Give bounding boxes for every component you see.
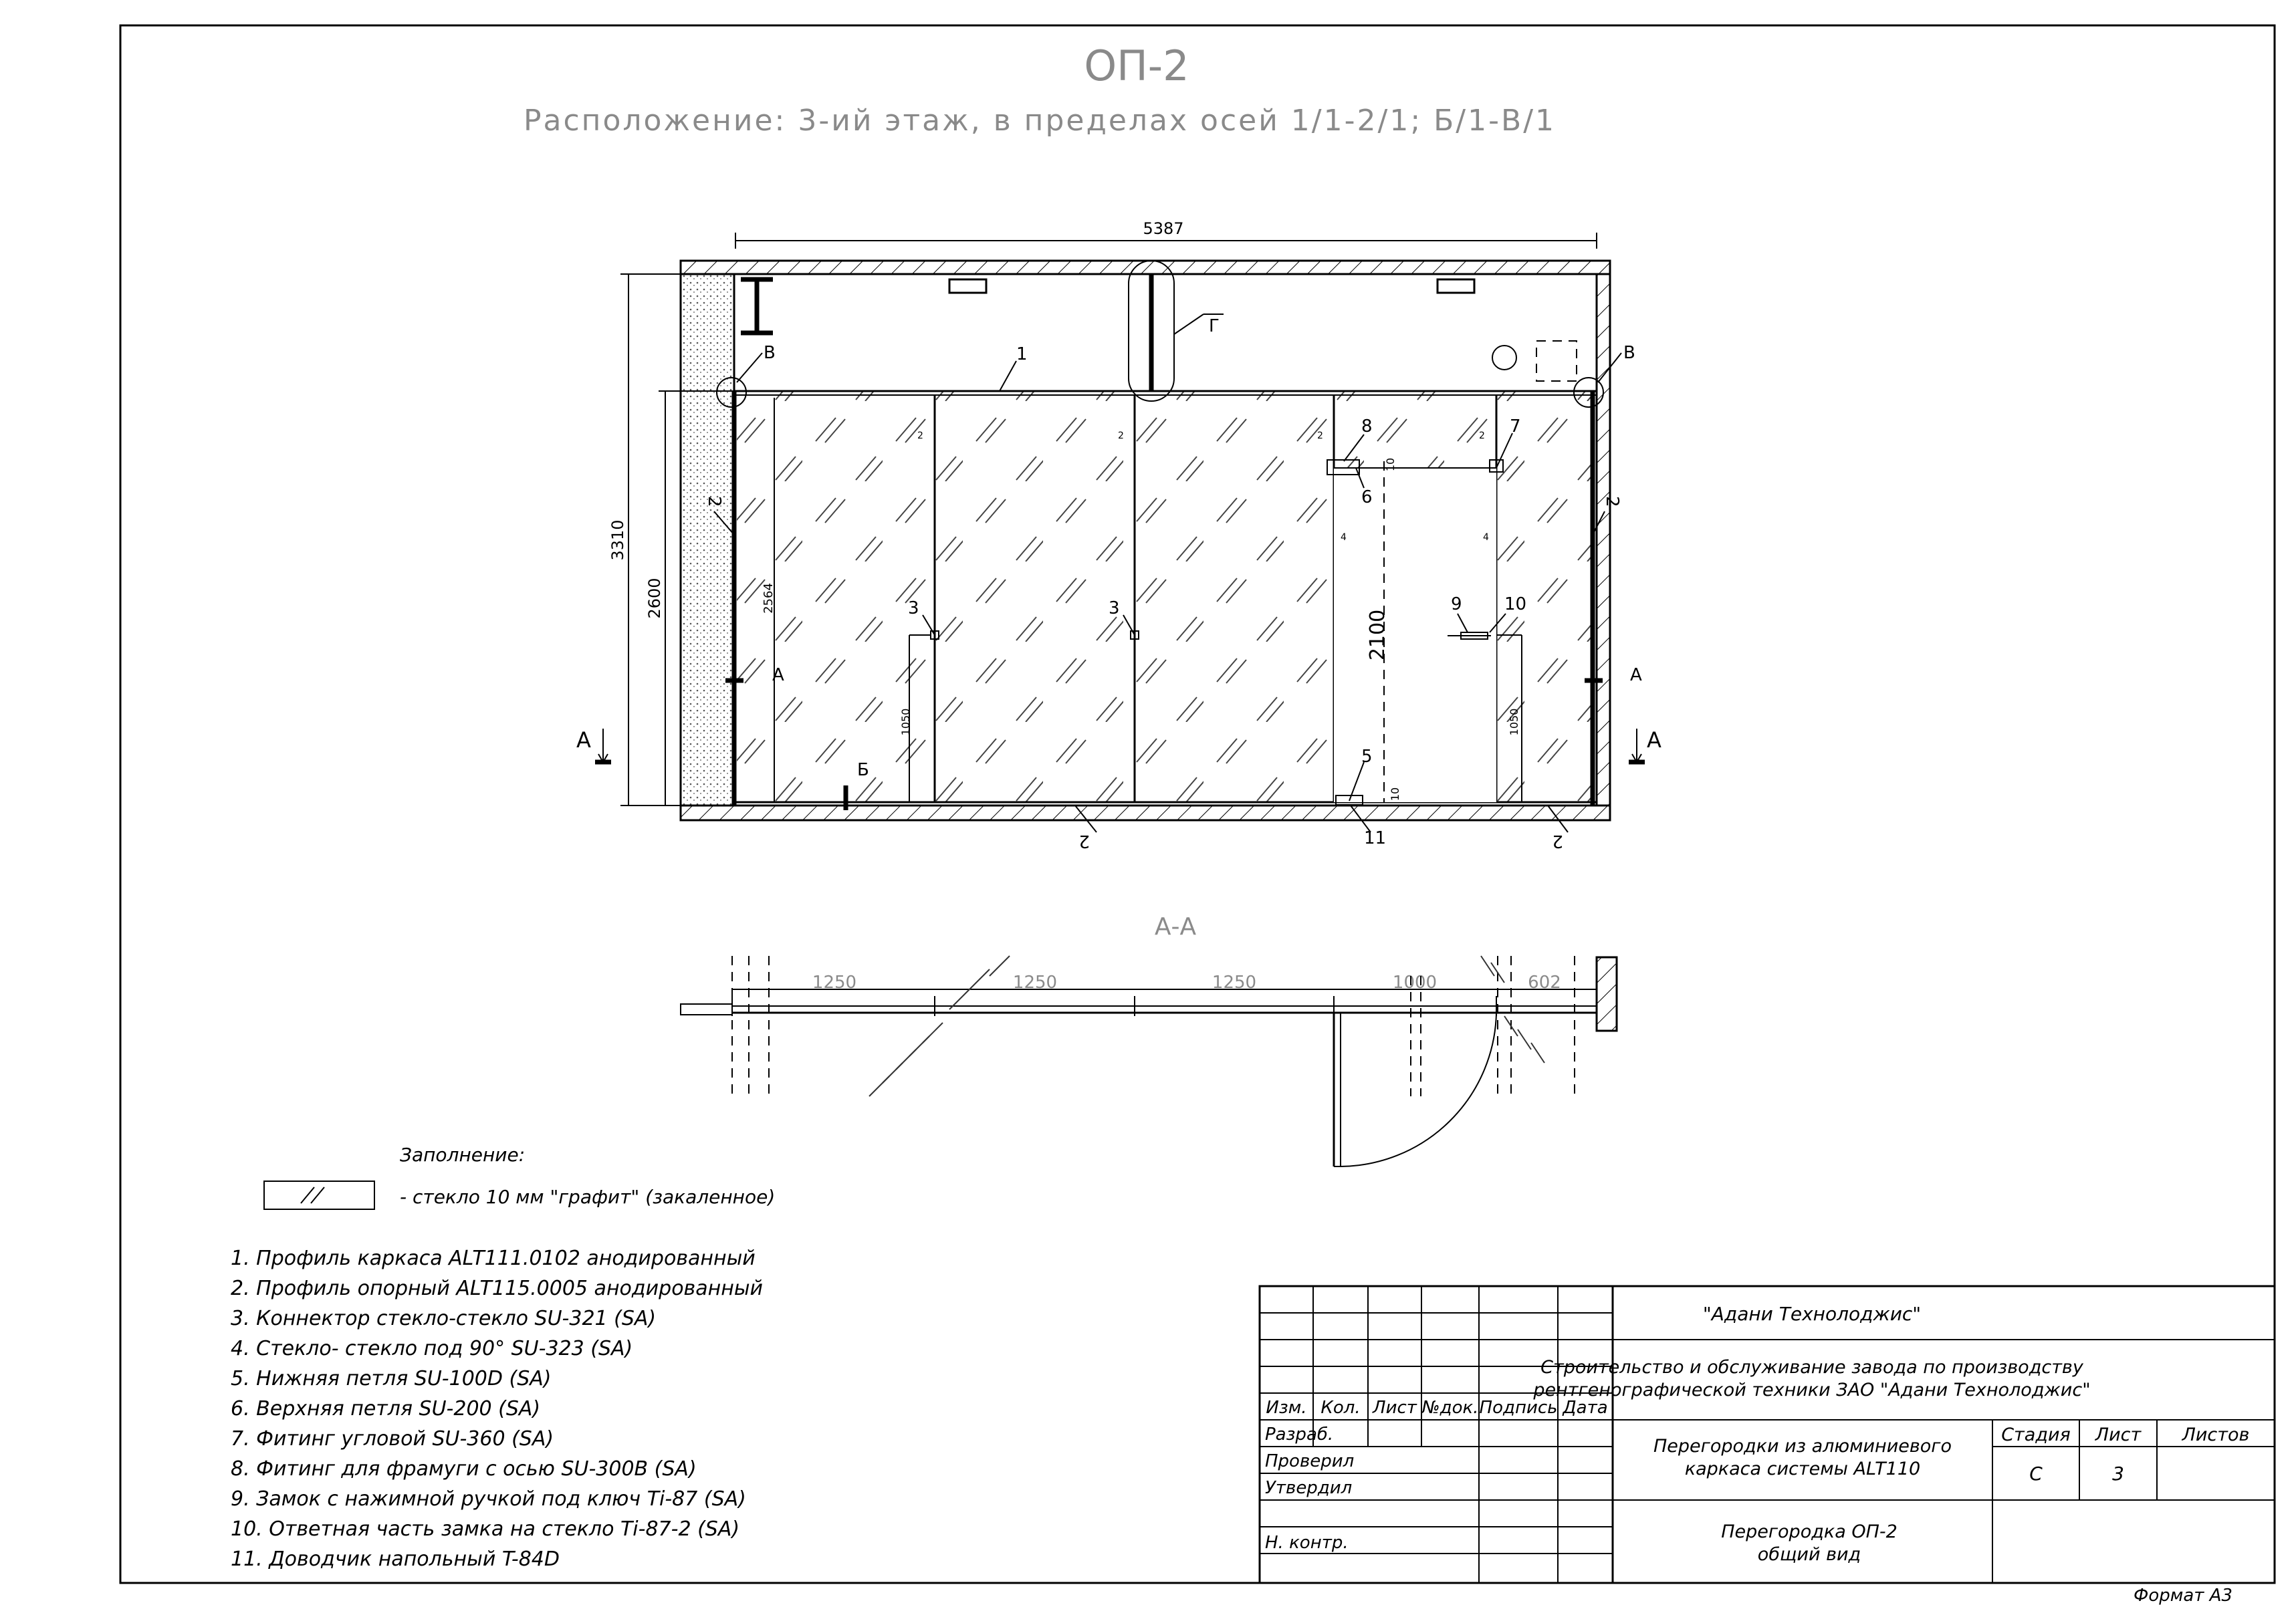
item-6: 6. Верхняя петля SU-200 (SA): [231, 1397, 541, 1420]
dim-width: 5387: [1143, 219, 1184, 238]
section-arrow-right: А: [1647, 727, 1661, 753]
node-g-label: Г: [1209, 316, 1220, 336]
section-dim-5: 602: [1528, 973, 1561, 993]
mark-2-c: 2: [1317, 430, 1323, 441]
callout-4a: 4: [1341, 532, 1347, 543]
item-5: 5. Нижняя петля SU-100D (SA): [231, 1367, 552, 1390]
section-dim-2: 1250: [1012, 973, 1058, 993]
legend-title: Заполнение:: [400, 1144, 526, 1166]
callout-3a: 3: [908, 598, 919, 618]
items-list: [231, 1247, 763, 1571]
dim-height-total: 3310: [608, 519, 627, 561]
bottom-wall: [681, 806, 1610, 820]
item-1: 1. Профиль каркаса ALT111.0102 анодированный: [231, 1247, 756, 1270]
section-dim-1: 1250: [812, 973, 857, 993]
drawing-title: ОП-2: [1084, 41, 1189, 90]
tb-header-list: Лист: [1373, 1398, 1417, 1418]
callout-8: 8: [1361, 416, 1373, 437]
section-title: А-А: [1154, 913, 1197, 941]
callout-2-bottom-left: 2: [1078, 831, 1090, 851]
callout-2-bottom-right: 2: [1552, 831, 1563, 851]
section-view: [681, 913, 1617, 1166]
item-2: 2. Профиль опорный ALT115.0005 анодированный: [231, 1277, 764, 1300]
section-arrow-left: А: [576, 727, 591, 753]
right-wall: [1597, 274, 1610, 806]
node-v-right-label: В: [1623, 343, 1635, 363]
callout-1: 1: [1016, 344, 1028, 364]
steel-column: [741, 279, 773, 333]
left-wall: [681, 274, 734, 806]
callout-4b: 4: [1483, 532, 1489, 543]
tb-role-nkontr: Н. контр.: [1265, 1533, 1349, 1553]
mark-2-a: 2: [917, 430, 923, 441]
section-a-right: А: [1630, 665, 1642, 685]
callout-5: 5: [1361, 747, 1373, 767]
mark-2-b: 2: [1118, 430, 1124, 441]
dim-lock-height-1: 1050: [899, 708, 912, 736]
tb-header-podpis: Подпись: [1479, 1398, 1558, 1418]
item-10: 10. Ответная часть замка на стекло Ti-87-2 (SA): [231, 1517, 740, 1541]
tb-header-ndok: №док.: [1421, 1398, 1479, 1418]
tb-header-kol: Кол.: [1321, 1398, 1361, 1418]
drawing-subtitle: Расположение: 3-ий этаж, в пределах осей 1/1-2/1; Б/1-В/1: [523, 104, 1557, 138]
callout-2-right: 2: [1602, 496, 1622, 507]
node-b-label: Б: [857, 760, 869, 780]
section-a-left: А: [772, 665, 784, 685]
tb-sheet-title-2: общий вид: [1757, 1544, 1861, 1565]
tb-sheet-value: 3: [2112, 1463, 2124, 1485]
sheet-format: Формат А3: [2133, 1586, 2233, 1606]
item-9: 9. Замок с нажимной ручкой под ключ Ti-87 (SA): [231, 1487, 746, 1511]
item-3: 3. Коннектор стекло-стекло SU-321 (SA): [231, 1307, 657, 1330]
title-block: [1260, 1286, 2275, 1583]
callout-11: 11: [1364, 828, 1387, 848]
tb-project-2: рентгенографической техники ЗАО "Адани Технолоджис": [1533, 1380, 2091, 1400]
item-11: 11. Доводчик напольный T-84D: [231, 1548, 560, 1571]
tb-sheet-label: Лист: [2095, 1425, 2142, 1445]
callout-7: 7: [1510, 416, 1521, 437]
tb-header-data: Дата: [1563, 1398, 1608, 1418]
ceiling-square: [1536, 341, 1577, 381]
tb-stage-label: Стадия: [2001, 1425, 2071, 1445]
node-v-left-label: В: [764, 343, 776, 363]
section-dim-4: 1000: [1392, 973, 1438, 993]
callout-10: 10: [1504, 594, 1527, 614]
legend-glass-swatch: [264, 1181, 374, 1209]
legend-glass-label: - стекло 10 мм "графит" (закаленное): [400, 1186, 776, 1208]
tb-role-proveril: Проверил: [1265, 1451, 1355, 1471]
tb-sheet-title-1: Перегородка ОП-2: [1721, 1521, 1898, 1542]
item-7: 7. Фитинг угловой SU-360 (SA): [231, 1427, 554, 1451]
callout-2-left: 2: [704, 496, 724, 507]
item-8: 8. Фитинг для фрамуги с осью SU-300B (SA): [231, 1457, 697, 1481]
callout-6: 6: [1361, 487, 1373, 507]
dim-small-2: 10: [1384, 457, 1397, 472]
tb-stage-value: С: [2029, 1463, 2043, 1485]
ceiling-fixture-right: [1438, 279, 1474, 293]
tb-company: "Адани Технолоджис": [1702, 1303, 1922, 1325]
plan-view: [681, 261, 1610, 820]
tb-subject-1: Перегородки из алюминиевого: [1653, 1436, 1952, 1457]
ceiling-fixture-left: [949, 279, 986, 293]
dim-door-height: 2100: [1366, 609, 1389, 661]
tb-header-izm: Изм.: [1266, 1398, 1307, 1418]
legend: [264, 1144, 775, 1209]
dim-inner: 2564: [762, 583, 776, 614]
tb-role-razrab: Разраб.: [1265, 1425, 1334, 1445]
dim-small-1: 10: [1389, 787, 1401, 801]
top-wall: [681, 261, 1610, 274]
tb-project-1: Строительство и обслуживание завода по производству: [1540, 1357, 2083, 1378]
tb-role-utverdil: Утвердил: [1265, 1478, 1353, 1498]
dim-height-glass: 2600: [645, 578, 664, 619]
mark-2-d: 2: [1479, 430, 1485, 441]
callout-9: 9: [1451, 594, 1462, 614]
section-dim-3: 1250: [1212, 973, 1257, 993]
item-4: 4. Стекло- стекло под 90° SU-323 (SA): [231, 1337, 633, 1360]
tb-sheets-label: Листов: [2182, 1425, 2250, 1445]
dim-lock-height-2: 1050: [1508, 708, 1520, 736]
ceiling-circle: [1492, 346, 1516, 370]
tb-subject-2: каркаса системы ALT110: [1684, 1459, 1921, 1479]
callout-3b: 3: [1109, 598, 1120, 618]
